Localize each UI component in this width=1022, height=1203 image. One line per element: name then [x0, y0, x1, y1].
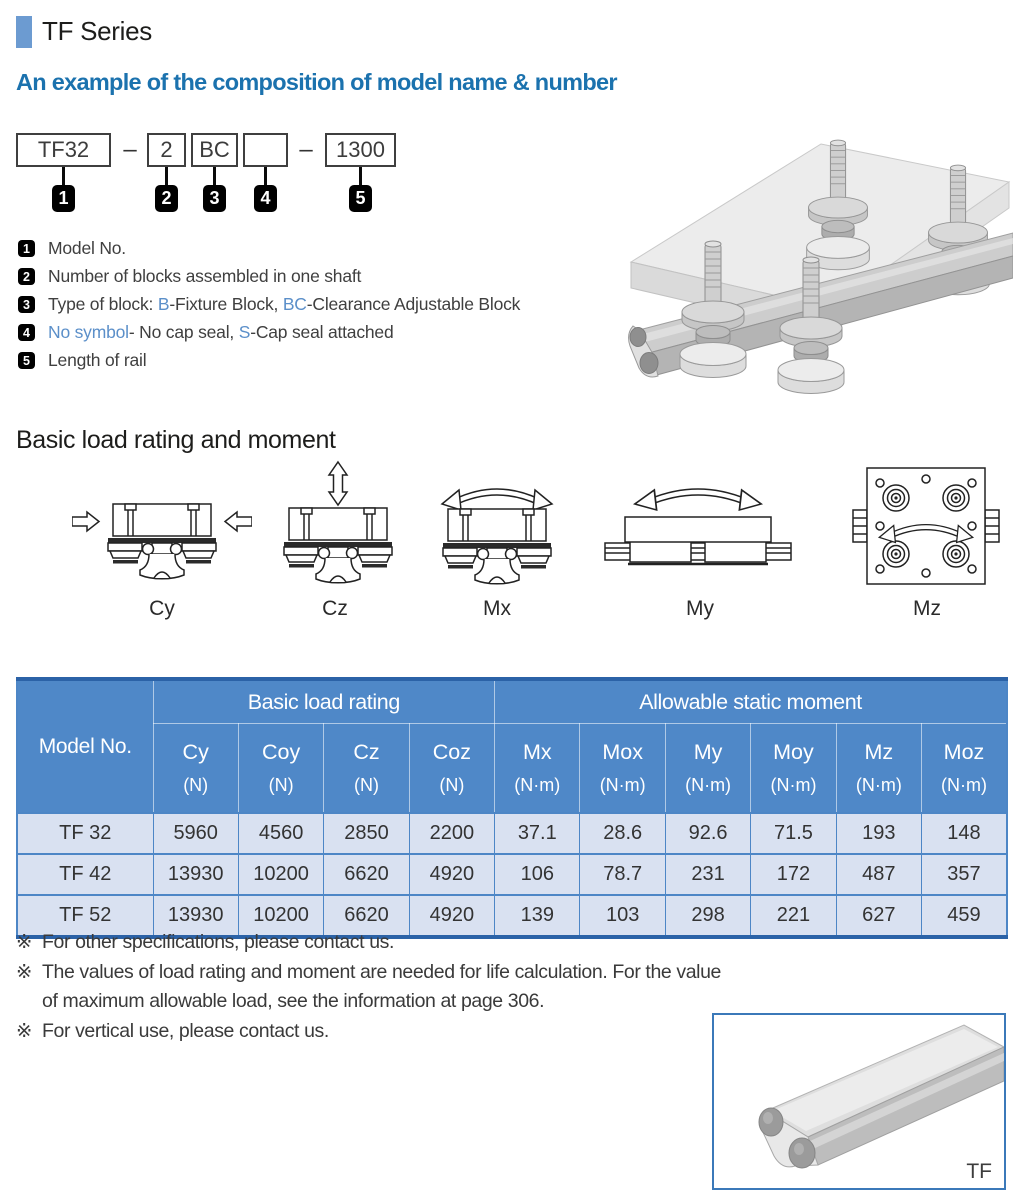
column-header: Mox (N·m): [580, 724, 665, 814]
group-header-basic-load: Basic load rating: [153, 679, 495, 724]
value-cell: 28.6: [580, 813, 665, 854]
rail-profile-illustration: [714, 1015, 1004, 1188]
legend-text: Type of block: B-Fixture Block, BC-Clearance Adjustable Block: [48, 294, 521, 314]
value-cell: 231: [665, 854, 750, 895]
diagram-mz: [851, 464, 1001, 588]
table-row: [17, 854, 1007, 895]
legend-badge-3: 3: [18, 296, 35, 313]
connector-line: [165, 167, 168, 185]
column-header: Mz (N·m): [836, 724, 921, 814]
value-cell: 4560: [238, 813, 323, 854]
legend-badge-4: 4: [18, 324, 35, 341]
left-arrow-icon: [225, 512, 252, 531]
corner-series-label: TF: [966, 1160, 992, 1183]
model-box-type: BC: [191, 133, 238, 167]
right-arrow-icon: [72, 512, 99, 531]
reference-mark: ※: [16, 931, 32, 953]
model-box-length: 1300: [325, 133, 396, 167]
model-cell: TF 42: [17, 854, 153, 895]
model-composition-heading: An example of the composition of model name & number: [16, 69, 617, 95]
diagram-mx: [432, 475, 562, 587]
value-cell: 4920: [409, 854, 494, 895]
diagram-label-cz: Cz: [322, 597, 348, 620]
diagram-cz: [273, 460, 403, 586]
value-cell: 172: [751, 854, 836, 895]
legend-badge-5: 5: [18, 352, 35, 369]
legend-item-2: [18, 266, 520, 287]
legend-text: Model No.: [48, 238, 126, 258]
diagram-label-my: My: [686, 597, 714, 620]
footnote: ※ For vertical use, please contact us.: [16, 1017, 736, 1046]
number-badge-3: 3: [203, 185, 226, 212]
load-rating-heading: Basic load rating and moment: [16, 426, 336, 454]
value-cell: 13930: [153, 854, 238, 895]
value-cell: 6620: [324, 895, 409, 937]
number-badge-4: 4: [254, 185, 277, 212]
value-cell: 627: [836, 895, 921, 937]
model-legend: [18, 238, 520, 371]
value-cell: 13930: [153, 895, 238, 937]
model-box-series: TF32: [16, 133, 111, 167]
footnote: ※ The values of load rating and moment are needed for life calculation. For the value of maximum allowable load, see the information at page 306.: [16, 958, 736, 1016]
number-badge-2: 2: [155, 185, 178, 212]
legend-text: Length of rail: [48, 350, 147, 370]
column-header-model: Model No.: [17, 679, 153, 813]
legend-item-4: [18, 322, 520, 343]
legend-item-1: [18, 238, 520, 259]
value-cell: 221: [751, 895, 836, 937]
value-cell: 298: [665, 895, 750, 937]
dash-separator: –: [299, 136, 313, 163]
value-cell: 2850: [324, 813, 409, 854]
value-cell: 459: [922, 895, 1007, 937]
value-cell: 2200: [409, 813, 494, 854]
value-cell: 487: [836, 854, 921, 895]
reference-mark: ※: [16, 1020, 32, 1042]
value-cell: 37.1: [495, 813, 580, 854]
column-header: Cz (N): [324, 724, 409, 814]
connector-line: [359, 167, 362, 185]
value-cell: 148: [922, 813, 1007, 854]
value-cell: 4920: [409, 895, 494, 937]
value-cell: 78.7: [580, 854, 665, 895]
column-header: Moz (N·m): [922, 724, 1007, 814]
connector-line: [264, 167, 267, 185]
vertical-double-arrow-icon: [329, 462, 347, 505]
model-cell: TF 52: [17, 895, 153, 937]
page-title: TF Series: [42, 16, 152, 46]
number-badge-5: 5: [349, 185, 372, 212]
curved-double-arrow-icon: [635, 489, 762, 510]
model-cell: TF 32: [17, 813, 153, 854]
column-header: Coz (N): [409, 724, 494, 814]
value-cell: 6620: [324, 854, 409, 895]
value-cell: 10200: [238, 895, 323, 937]
rail-profile-image-box: [712, 1013, 1006, 1190]
column-header: Mx (N·m): [495, 724, 580, 814]
legend-item-3: [18, 294, 520, 315]
column-header: Cy (N): [153, 724, 238, 814]
connector-line: [62, 167, 65, 185]
value-cell: 106: [495, 854, 580, 895]
value-cell: 71.5: [751, 813, 836, 854]
table-row: [17, 813, 1007, 854]
diagram-cy: [72, 498, 252, 586]
legend-badge-2: 2: [18, 268, 35, 285]
value-cell: 103: [580, 895, 665, 937]
value-cell: 357: [922, 854, 1007, 895]
legend-text: Number of blocks assembled in one shaft: [48, 266, 362, 286]
column-header: Moy (N·m): [751, 724, 836, 814]
column-header: Coy (N): [238, 724, 323, 814]
legend-item-5: [18, 350, 520, 371]
number-badge-1: 1: [52, 185, 75, 212]
diagram-label-cy: Cy: [149, 597, 175, 620]
product-illustration: [613, 120, 1013, 395]
load-rating-table: [16, 677, 1008, 939]
group-header-static-moment: Allowable static moment: [495, 679, 1007, 724]
dash-separator: –: [123, 136, 137, 163]
connector-line: [213, 167, 216, 185]
diagram-my: [603, 475, 793, 583]
model-box-blocks: 2: [147, 133, 186, 167]
value-cell: 10200: [238, 854, 323, 895]
value-cell: 139: [495, 895, 580, 937]
diagram-label-mz: Mz: [913, 597, 941, 620]
curved-double-arrow-icon: [442, 489, 552, 510]
value-cell: 193: [836, 813, 921, 854]
reference-mark: ※: [16, 961, 32, 983]
footnotes: [16, 928, 736, 1046]
diagram-label-mx: Mx: [483, 597, 511, 620]
legend-badge-1: 1: [18, 240, 35, 257]
title-accent-bar: [16, 16, 32, 48]
model-box-seal: [243, 133, 288, 167]
legend-text: No symbol- No cap seal, S-Cap seal attached: [48, 322, 394, 342]
column-header: My (N·m): [665, 724, 750, 814]
value-cell: 5960: [153, 813, 238, 854]
value-cell: 92.6: [665, 813, 750, 854]
footnote: ※ For other specifications, please contact us.: [16, 928, 736, 957]
